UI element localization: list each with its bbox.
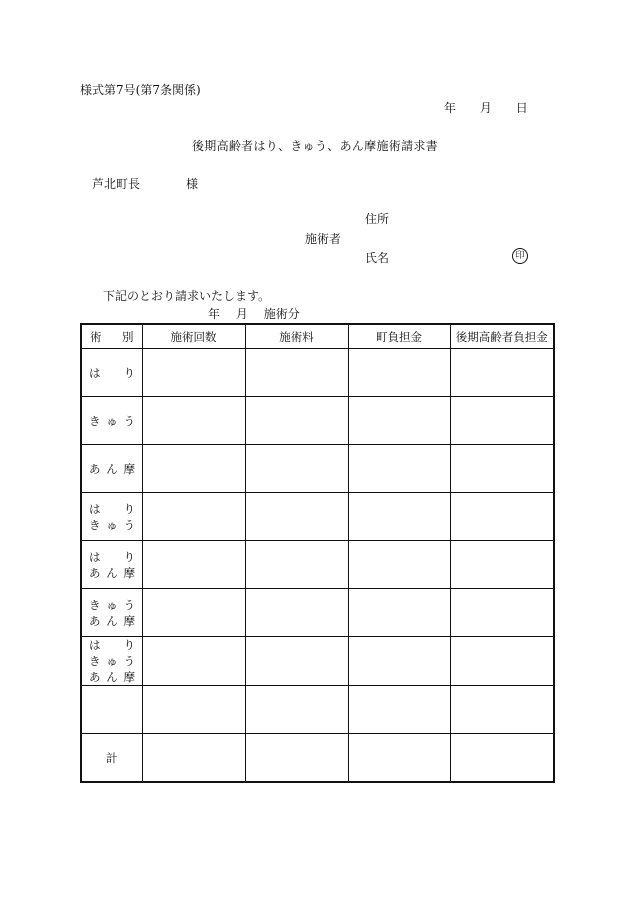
total-count-cell[interactable] <box>142 734 245 783</box>
elderly-burden-cell[interactable] <box>450 349 554 397</box>
town-burden-cell[interactable] <box>348 541 450 589</box>
table-row-total <box>81 734 554 783</box>
elderly-burden-cell[interactable] <box>450 397 554 445</box>
practitioner-label: 施術者 <box>305 232 342 246</box>
header-treatment-fee: 施術料 <box>245 324 348 349</box>
count-cell[interactable] <box>142 686 245 734</box>
elderly-burden-cell[interactable] <box>450 541 554 589</box>
town-burden-cell[interactable] <box>348 349 450 397</box>
service-type-label: は り <box>89 549 135 564</box>
service-type-label: きゅう <box>89 413 135 428</box>
header-elderly-burden: 後期高齢者負担金 <box>450 324 554 349</box>
count-cell[interactable] <box>142 541 245 589</box>
service-type-cell <box>81 445 142 493</box>
service-type-cell <box>81 541 142 589</box>
header-service-type-a: 術 <box>90 329 102 344</box>
total-elderly-burden-cell[interactable] <box>450 734 554 783</box>
service-type-label: あん摩 <box>89 670 135 684</box>
town-burden-cell[interactable] <box>348 493 450 541</box>
service-type-cell <box>81 349 142 397</box>
claim-table <box>80 323 555 783</box>
date-day-label: 日 <box>515 101 528 115</box>
header-town-burden: 町負担金 <box>348 324 450 349</box>
date-year-label: 年 <box>444 101 457 115</box>
table-row <box>81 349 554 397</box>
service-type-cell <box>81 589 142 637</box>
service-type-label: は り <box>89 501 135 516</box>
fee-cell[interactable] <box>245 493 348 541</box>
table-row <box>81 445 554 493</box>
service-type-label: あん摩 <box>89 565 135 580</box>
seal-icon: 印 <box>512 248 528 264</box>
count-cell[interactable] <box>142 493 245 541</box>
table-header-row <box>81 324 554 349</box>
town-burden-cell[interactable] <box>348 637 450 686</box>
count-cell[interactable] <box>142 349 245 397</box>
intro-text: 下記のとおり請求いたします。 <box>103 289 271 303</box>
count-cell[interactable] <box>142 397 245 445</box>
service-type-label: は り <box>89 638 135 652</box>
form-number: 様式第7号(第7条関係) <box>80 83 201 97</box>
service-type-cell <box>81 397 142 445</box>
fee-cell[interactable] <box>245 349 348 397</box>
fee-cell[interactable] <box>245 686 348 734</box>
elderly-burden-cell[interactable] <box>450 493 554 541</box>
addressee-name: 芦北町長 <box>92 177 141 191</box>
elderly-burden-cell[interactable] <box>450 637 554 686</box>
total-town-burden-cell[interactable] <box>348 734 450 783</box>
address-label: 住所 <box>365 212 390 226</box>
service-type-cell <box>81 686 142 734</box>
table-row <box>81 397 554 445</box>
fee-cell[interactable] <box>245 445 348 493</box>
header-treatment-count: 施術回数 <box>142 324 245 349</box>
addressee <box>92 175 198 192</box>
count-cell[interactable] <box>142 589 245 637</box>
count-cell[interactable] <box>142 637 245 686</box>
table-row <box>81 493 554 541</box>
town-burden-cell[interactable] <box>348 445 450 493</box>
town-burden-cell[interactable] <box>348 589 450 637</box>
table-row <box>81 589 554 637</box>
service-type-label: きゅう <box>89 654 135 668</box>
fee-cell[interactable] <box>245 397 348 445</box>
service-type-label: きゅう <box>89 517 135 532</box>
name-label: 氏名 <box>365 251 390 265</box>
service-type-cell <box>81 493 142 541</box>
fee-cell[interactable] <box>245 589 348 637</box>
period-line <box>208 305 300 322</box>
town-burden-cell[interactable] <box>348 686 450 734</box>
period-month-label: 月 <box>235 307 248 321</box>
period-year-label: 年 <box>208 307 221 321</box>
document-title: 後期高齢者はり、きゅう、あん摩施術請求書 <box>191 139 438 153</box>
elderly-burden-cell[interactable] <box>450 589 554 637</box>
period-suffix: 施術分 <box>263 307 300 321</box>
total-fee-cell[interactable] <box>245 734 348 783</box>
fee-cell[interactable] <box>245 541 348 589</box>
date-line <box>444 99 528 116</box>
fee-cell[interactable] <box>245 637 348 686</box>
service-type-label: は り <box>89 365 135 380</box>
elderly-burden-cell[interactable] <box>450 445 554 493</box>
header-service-type-b: 別 <box>122 329 134 344</box>
elderly-burden-cell[interactable] <box>450 686 554 734</box>
table-row <box>81 541 554 589</box>
count-cell[interactable] <box>142 445 245 493</box>
table-row <box>81 637 554 686</box>
service-type-label: あん摩 <box>89 461 135 476</box>
date-month-label: 月 <box>479 101 492 115</box>
total-label: 計 <box>81 734 142 783</box>
service-type-label: きゅう <box>89 597 135 612</box>
header-service-type <box>81 324 142 349</box>
service-type-label: あん摩 <box>89 613 135 628</box>
table-row <box>81 686 554 734</box>
service-type-cell <box>81 637 142 686</box>
town-burden-cell[interactable] <box>348 397 450 445</box>
addressee-honorific: 様 <box>186 177 199 191</box>
